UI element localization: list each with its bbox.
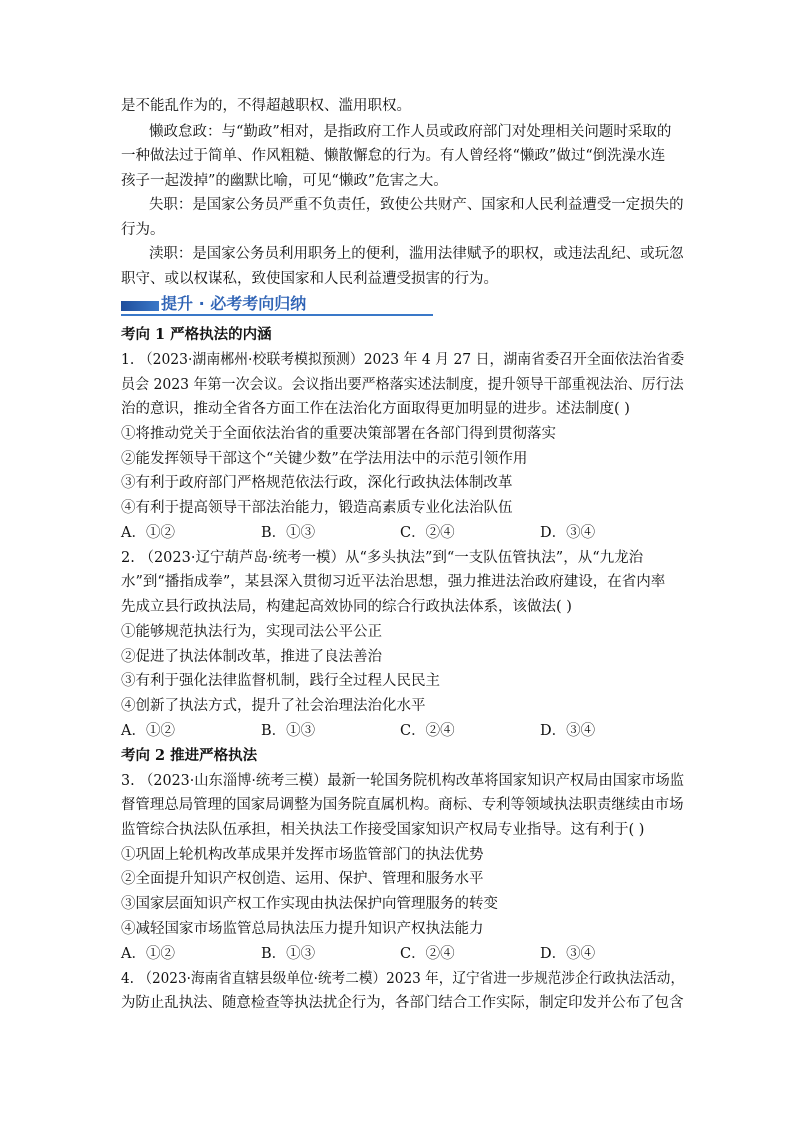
question-2-statement: ①能够规范执法行为，实现司法公平公正 xyxy=(121,624,382,640)
question-1-statement: ②能发挥领导干部这个“关键少数”在学法用法中的示范引领作用 xyxy=(121,451,528,467)
question-1-option-b: B．①③ xyxy=(261,525,316,541)
question-3-statement: ④减轻国家市场监管总局执法压力提升知识产权执法能力 xyxy=(121,921,484,937)
question-4-stem: 4. （2023·海南省直辖县级单位·统考二模）2023 年，辽宁省进一步规范涉企行政执法活动， xyxy=(121,971,685,987)
question-1-stem: 1. （2023·湖南郴州·校联考模拟预测）2023 年 4 月 27 日，湖南省委召开全面依法治省委 xyxy=(121,352,685,368)
question-1-statement: ①将推动党关于全面依法治省的重要决策部署在各部门得到贯彻落实 xyxy=(121,426,556,442)
question-3-option-c: C．②④ xyxy=(400,946,455,962)
question-3-option-d: D．③④ xyxy=(540,946,596,962)
question-2-statement: ④创新了执法方式，提升了社会治理法治化水平 xyxy=(121,698,426,714)
question-1-stem: 员会 2023 年第一次会议。会议指出要严格落实述法制度，提升领导干部重视法治、厉行法 xyxy=(121,377,684,393)
question-3-option-a: A．①② xyxy=(121,946,175,962)
question-3-statement: ③国家层面知识产权工作实现由执法保护向管理服务的转变 xyxy=(121,896,498,912)
question-1-stem: 治的意识，推动全省各方面工作在法治化方面取得更加明显的进步。述法制度( ) xyxy=(121,401,630,417)
question-2-option-a: A．①② xyxy=(121,723,175,739)
section-heading: 考向 1 严格执法的内涵 xyxy=(121,326,272,343)
section-banner xyxy=(121,293,433,317)
question-2-statement: ③有利于强化法律监督机制，践行全过程人民民主 xyxy=(121,673,440,689)
question-3-stem: 督管理总局管理的国家局调整为国务院直属机构。商标、专利等领域执法职责继续由市场 xyxy=(121,797,684,813)
paragraph-line: 是不能乱作为的，不得超越职权、滥用职权。 xyxy=(121,98,411,114)
question-1-option-c: C．②④ xyxy=(400,525,455,541)
question-3-statement: ②全面提升知识产权创造、运用、保护、管理和服务水平 xyxy=(121,871,484,887)
question-2-stem: 2. （2023·辽宁葫芦岛·统考一模）从“多头执法”到“一支队伍管执法”，从“九龙治 xyxy=(121,550,644,566)
question-3-stem: 3. （2023·山东淄博·统考三模）最新一轮国务院机构改革将国家知识产权局由国家市场监 xyxy=(121,773,685,789)
question-1-option-d: D．③④ xyxy=(540,525,596,541)
paragraph-line: 孩子一起泼掉”的幽默比喻，可见“懒政”危害之大。 xyxy=(121,173,448,189)
question-2-option-d: D．③④ xyxy=(540,723,596,739)
section-heading: 考向 2 推进严格执法 xyxy=(121,747,258,764)
paragraph-lazy-governance: 懒政怠政：与“勤政”相对，是指政府工作人员或政府部门对处理相关问题时采取的 xyxy=(149,124,672,140)
question-1-statement: ③有利于政府部门严格规范依法行政，深化行政执法体制改革 xyxy=(121,475,513,491)
question-1-statement: ④有利于提高领导干部法治能力，锻造高素质专业化法治队伍 xyxy=(121,500,513,516)
question-1-option-a: A．①② xyxy=(121,525,175,541)
question-4-stem: 为防止乱执法、随意检查等执法扰企行为，各部门结合工作实际，制定印发并公布了包含 xyxy=(121,995,684,1011)
paragraph-malfeasance: 渎职：是国家公务员利用职务上的便利，滥用法律赋予的职权，或违法乱纪、或玩忽 xyxy=(149,246,684,262)
question-2-option-c: C．②④ xyxy=(400,723,455,739)
paragraph-line: 职守、或以权谋私，致使国家和人民利益遭受损害的行为。 xyxy=(121,271,498,287)
question-3-option-b: B．①③ xyxy=(261,946,316,962)
question-3-stem: 监管综合执法队伍承担，相关执法工作接受国家知识产权局专业指导。这有利于( ) xyxy=(121,822,645,838)
banner-title: 提升 · 必考考向归纳 xyxy=(161,294,307,313)
question-2-statement: ②促进了执法体制改革，推进了良法善治 xyxy=(121,649,382,665)
banner-accent-bar xyxy=(121,301,159,311)
question-2-stem: 先成立县行政执法局，构建起高效协同的综合行政执法体系，该做法( ) xyxy=(121,599,572,615)
question-3-statement: ①巩固上轮机构改革成果并发挥市场监管部门的执法优势 xyxy=(121,847,484,863)
question-2-option-b: B．①③ xyxy=(261,723,316,739)
paragraph-line: 一种做法过于简单、作风粗糙、懒散懈怠的行为。有人曾经将“懒政”做过“倒洗澡水连 xyxy=(121,148,666,164)
paragraph-dereliction: 失职：是国家公务员严重不负责任，致使公共财产、国家和人民利益遭受一定损失的 xyxy=(149,197,684,213)
paragraph-line: 行为。 xyxy=(121,222,165,238)
question-2-stem: 水”到“播指成拳”，某县深入贯彻习近平法治思想，强力推进法治政府建设，在省内率 xyxy=(121,574,666,590)
